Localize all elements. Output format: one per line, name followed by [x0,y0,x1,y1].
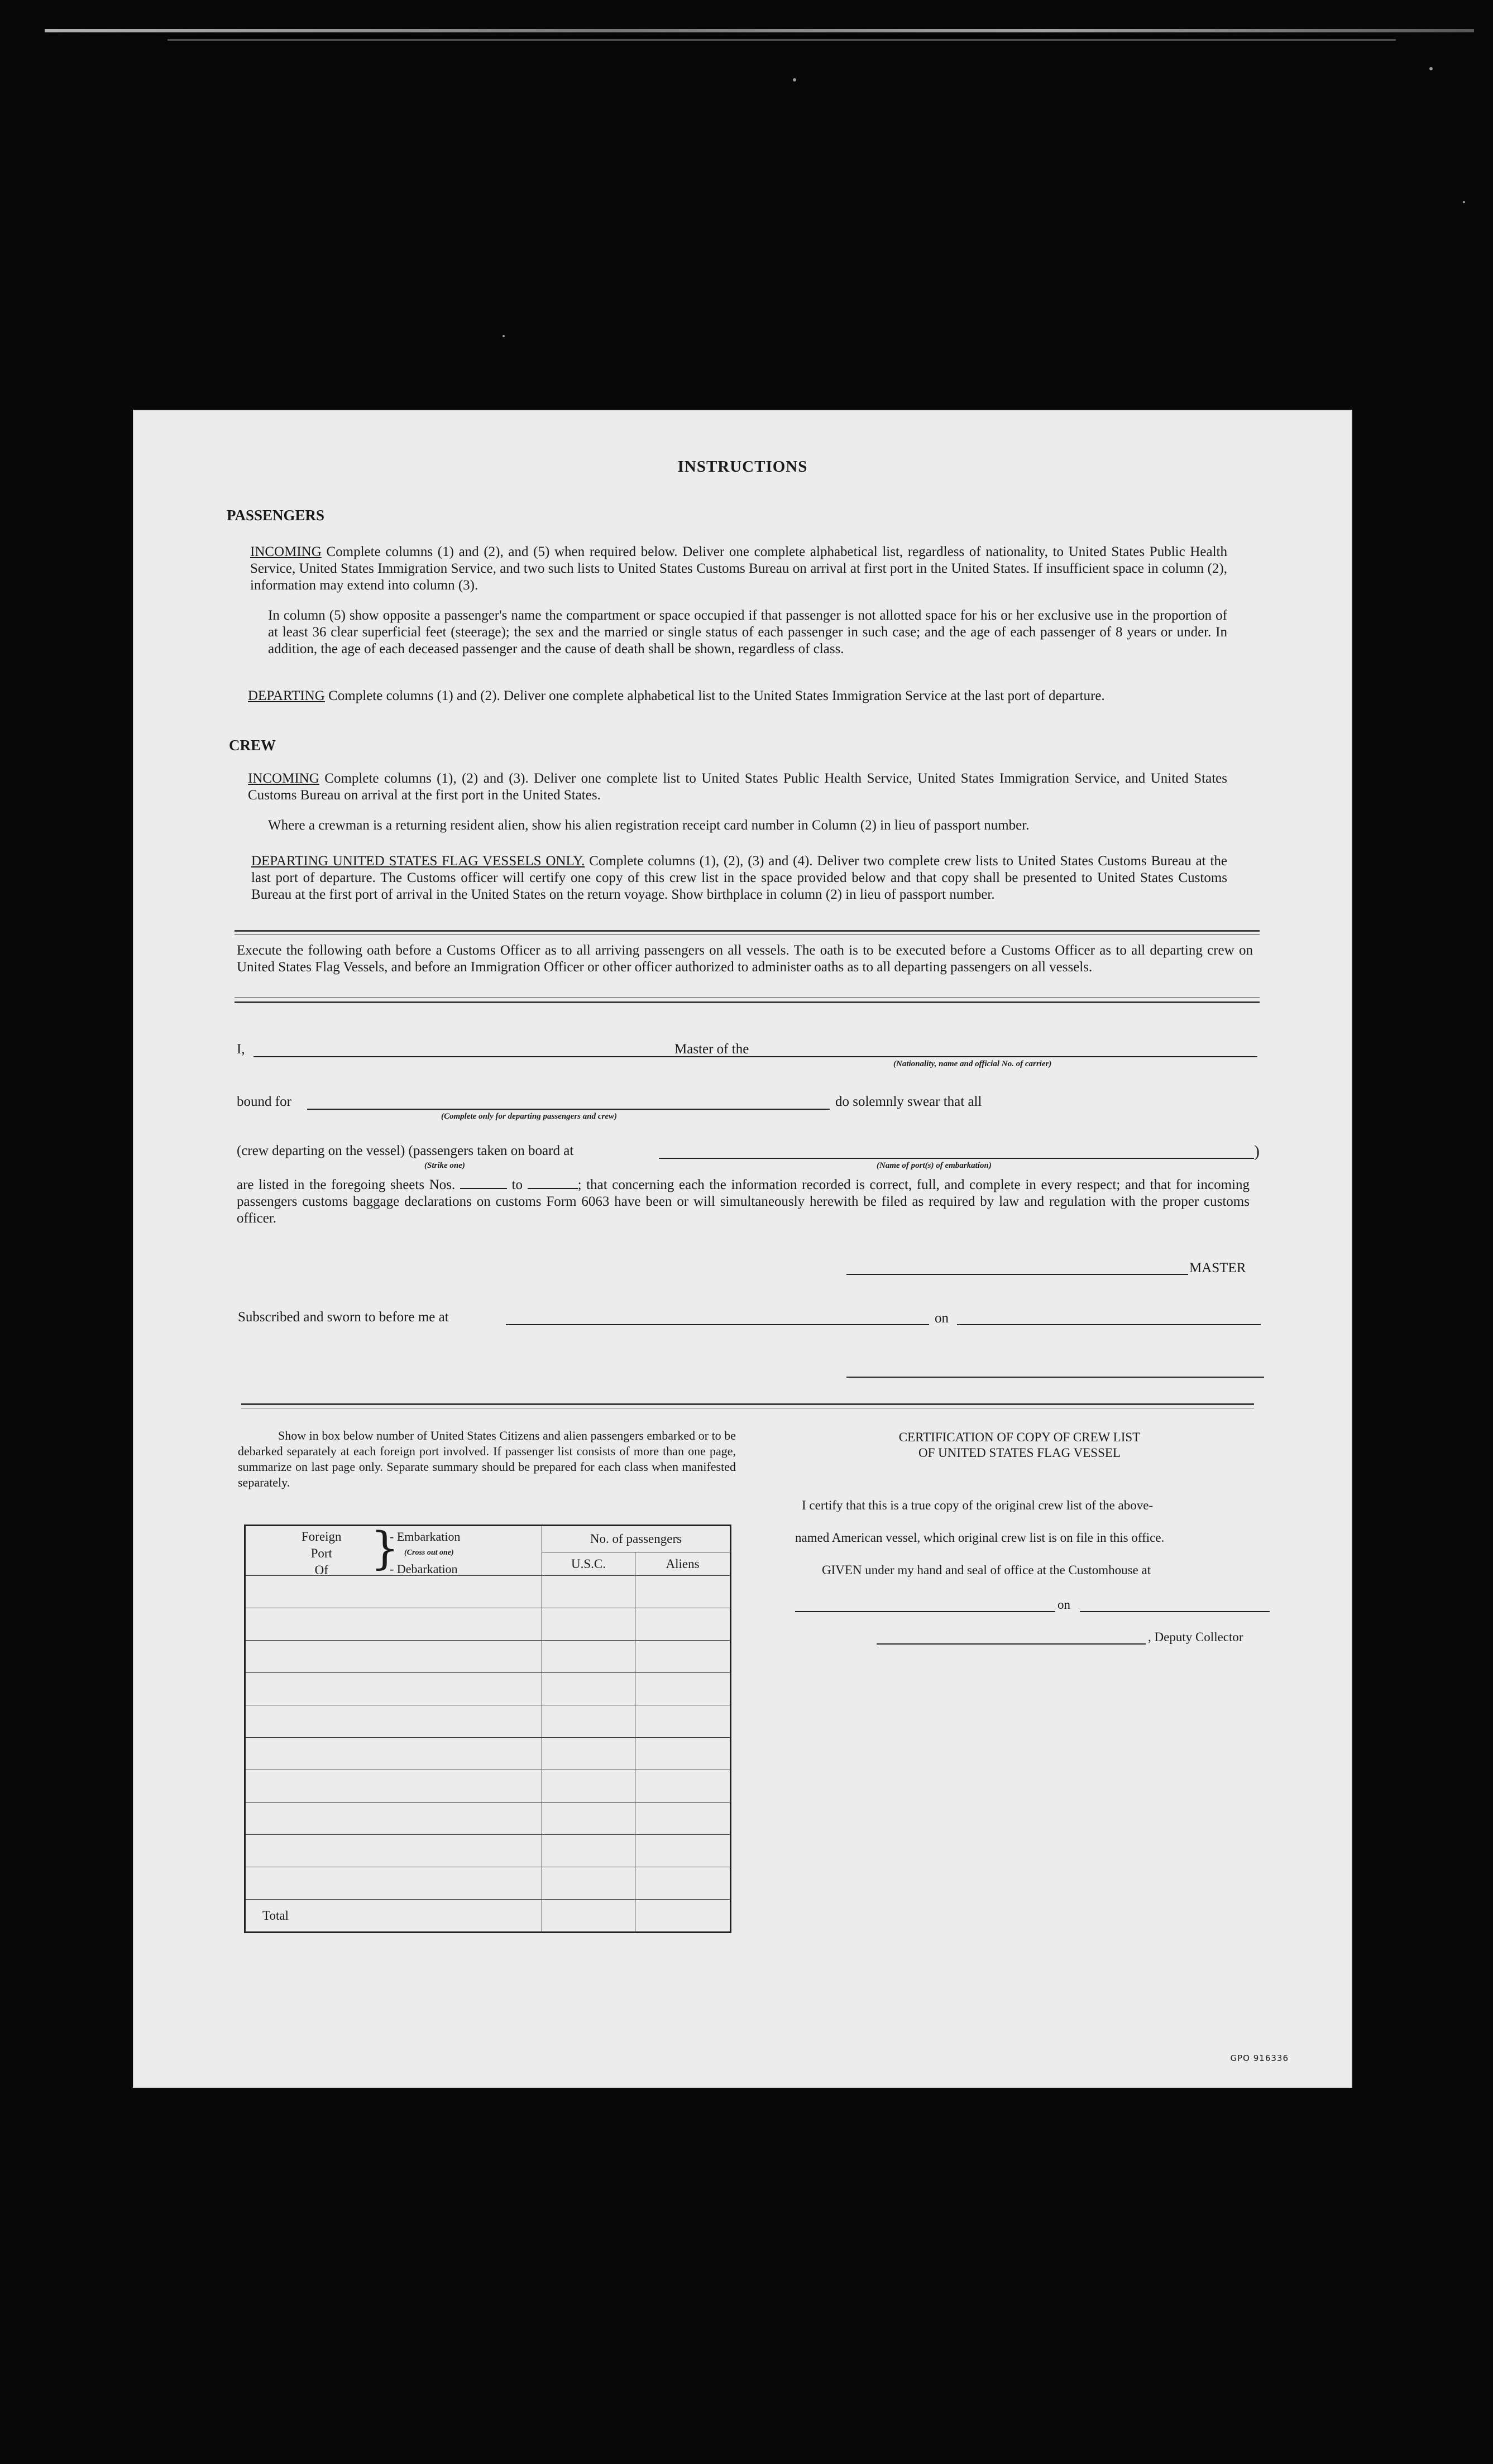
to-label: to [511,1177,523,1192]
aliens-cell[interactable] [635,1576,731,1608]
port-cell[interactable] [245,1608,542,1641]
resident-alien-paragraph: Where a crewman is a returning resident alien, show his alien registration receipt card number in Column (2) in lieu of passport number. [268,818,1030,833]
scan-edge [168,39,1396,41]
certification-date-field[interactable] [1080,1611,1270,1612]
bound-for-note: (Complete only for departing passengers and crew) [441,1112,617,1121]
crew-heading: CREW [229,737,276,754]
page-title: INSTRUCTIONS [677,458,808,476]
certification-line1: I certify that this is a true copy of the original crew list of the above- [802,1498,1154,1512]
total-usc-cell[interactable] [542,1900,635,1933]
master-of-label: Master of the [674,1042,749,1057]
aliens-header: Aliens [635,1552,731,1576]
port-header-cell [245,1522,542,1577]
scan-speck [503,335,505,337]
bound-for-field[interactable] [307,1109,830,1110]
crew-departing-paragraph [251,853,1227,903]
scan-speck [1463,201,1465,203]
departing-text: Complete columns (1) and (2). Deliver one complete alphabetical list to the United States Immigration Service at the last port of departure. [328,688,1105,703]
column5-paragraph: In column (5) show opposite a passenger's name the compartment or space occupied if that passenger is not allotted space for his or her exclusive use in the proportion of at least 36 clear superficial feet (steerage); the sex and the married or single status of each passenger in such case; and the age of each passenger of 8 years or under. In addition, the age of each deceased passenger and the cause of death shall be shown, regardless of class. [268,608,1227,656]
aliens-cell[interactable] [635,1867,731,1900]
aliens-cell[interactable] [635,1738,731,1770]
port-header-line: Of [314,1563,328,1577]
embarkation-option[interactable]: - Embarkation [390,1530,461,1543]
port-cell[interactable] [245,1641,542,1673]
aliens-cell[interactable] [635,1641,731,1673]
passengers-header: No. of passengers [542,1526,731,1552]
usc-cell[interactable] [542,1673,635,1705]
total-aliens-cell[interactable] [635,1900,731,1933]
port-cell[interactable] [245,1770,542,1803]
sworn-location-field[interactable] [506,1324,929,1325]
deputy-signature-field[interactable] [877,1643,1146,1645]
aliens-cell[interactable] [635,1705,731,1738]
crew-incoming-text: Complete columns (1), (2) and (3). Deliver one complete list to United States Public Health Service, United States Immigration Service, and United States Customs Bureau on arrival at the first port in the United States. [248,771,1227,803]
officer-signature-field[interactable] [846,1377,1264,1378]
gpo-code: GPO 916336 [1230,2053,1289,2063]
master-signature-field[interactable] [846,1274,1188,1275]
port-cell[interactable] [245,1867,542,1900]
swear-label: do solemnly swear that all [835,1094,982,1109]
debarkation-option[interactable]: - Debarkation [390,1562,458,1576]
carrier-note: (Nationality, name and official No. of carrier) [893,1060,1052,1068]
divider [235,934,1260,935]
statement-text: ; that concerning each the information recorded is correct, full, and complete in every respect; and that for incoming passengers customs baggage declarations on customs Form 6063 have been or will simultaneously herewith be filed as required by law and regulation with the proper customs officer. [237,1177,1250,1226]
crew-departing-oath-label: (crew departing on the vessel) (passengers taken on board at [237,1143,574,1158]
oath-i-label: I, [237,1042,245,1057]
divider [235,1001,1260,1003]
usc-cell[interactable] [542,1867,635,1900]
crew-departing-text: Complete columns (1), (2), (3) and (4). Deliver two complete crew lists to United States Customs Bureau at the last port of departure. The Customs officer will certify one copy of this crew list in the space provided below and that copy shall be presented to United States Customs Bureau at the first port of arrival in the United States on the return voyage. Show birthplace in column (2) in lieu of passport number. [251,854,1228,902]
crew-incoming-label: INCOMING [248,771,319,786]
summary-instruction: Show in box below number of United States Citizens and alien passengers embarked or to be debarked separately at each foreign port involved. If passenger list consists of more than one page, summarize on last page only. Separate summary should be prepared for each class when manifested separately. [238,1428,736,1489]
passengers-incoming-paragraph [250,544,1227,594]
crew-departing-label: DEPARTING UNITED STATES FLAG VESSELS ONLY. [251,854,585,869]
certification-title-line2: OF UNITED STATES FLAG VESSEL [918,1446,1121,1460]
port-note: (Name of port(s) of embarkation) [877,1161,992,1170]
usc-cell[interactable] [542,1705,635,1738]
usc-cell[interactable] [542,1770,635,1803]
certification-line2: named American vessel, which original crew list is on file in this office. [795,1531,1165,1545]
divider [235,930,1260,932]
certification-on-label: on [1057,1598,1070,1612]
carrier-field[interactable] [776,1056,1257,1057]
certification-title-line1: CERTIFICATION OF COPY OF CREW LIST [898,1430,1141,1444]
deputy-collector-label: , Deputy Collector [1148,1630,1243,1644]
incoming-label: INCOMING [250,544,322,559]
sworn-on-label: on [935,1311,949,1326]
divider [241,1403,1254,1405]
port-header-line: Foreign [302,1530,342,1543]
sworn-date-field[interactable] [957,1324,1261,1325]
passengers-departing-paragraph [248,688,1227,704]
oath-instruction: Execute the following oath before a Customs Officer as to all arriving passengers on all vessels. The oath is to be executed before a Customs Officer as to all departing crew on United States Flag Vessels, and before an Immigration Officer or other officer authorized to administer oaths as to all departing passengers on all vessels. [237,943,1253,975]
aliens-cell[interactable] [635,1770,731,1803]
usc-cell[interactable] [542,1576,635,1608]
usc-cell[interactable] [542,1608,635,1641]
aliens-cell[interactable] [635,1608,731,1641]
bound-for-label: bound for [237,1094,291,1109]
subscribed-label: Subscribed and sworn to before me at [238,1310,449,1325]
aliens-cell[interactable] [635,1803,731,1835]
scan-speck [793,78,796,82]
port-cell[interactable] [245,1576,542,1608]
usc-cell[interactable] [542,1738,635,1770]
strike-note: (Strike one) [424,1161,465,1170]
passenger-summary-table [244,1522,731,1933]
brace-glyph: } [371,1522,399,1574]
crew-incoming-paragraph [248,770,1227,804]
usc-cell[interactable] [542,1835,635,1867]
incoming-text: Complete columns (1) and (2), and (5) when required below. Deliver one complete alphabetical list, regardless of nationality, to United States Public Health Service, United States Immigration Service, and two such lists to United States Customs Bureau on arrival at first port in the United States. If insufficient space in column (2), information may extend into column (3). [250,544,1228,593]
port-cell[interactable] [245,1673,542,1705]
aliens-cell[interactable] [635,1835,731,1867]
cross-out-note: (Cross out one) [404,1549,454,1557]
departing-label: DEPARTING [248,688,325,703]
passengers-heading: PASSENGERS [227,507,325,524]
scan-speck [1429,67,1433,70]
port-header-line: Port [310,1546,332,1560]
sheets-statement [237,1177,1250,1227]
close-paren: ) [1254,1142,1260,1161]
aliens-cell[interactable] [635,1673,731,1705]
port-cell[interactable] [245,1835,542,1867]
usc-header: U.S.C. [542,1552,635,1576]
port-header-label [302,1528,342,1579]
sheets-label: are listed in the foregoing sheets Nos. [237,1177,456,1192]
scan-edge [45,29,1474,32]
embarkation-port-field[interactable] [659,1158,1254,1159]
sheet-to-field[interactable] [528,1177,578,1189]
certification-line3: GIVEN under my hand and seal of office at the Customhouse at [822,1563,1151,1577]
customhouse-field[interactable] [795,1611,1055,1612]
usc-cell[interactable] [542,1803,635,1835]
total-label: Total [245,1900,542,1933]
usc-cell[interactable] [542,1641,635,1673]
port-cell[interactable] [245,1738,542,1770]
port-cell[interactable] [245,1803,542,1835]
form-sheet [134,411,1351,2087]
sheet-from-field[interactable] [460,1177,507,1189]
master-label: MASTER [1189,1260,1246,1276]
port-cell[interactable] [245,1705,542,1738]
divider [235,997,1260,998]
